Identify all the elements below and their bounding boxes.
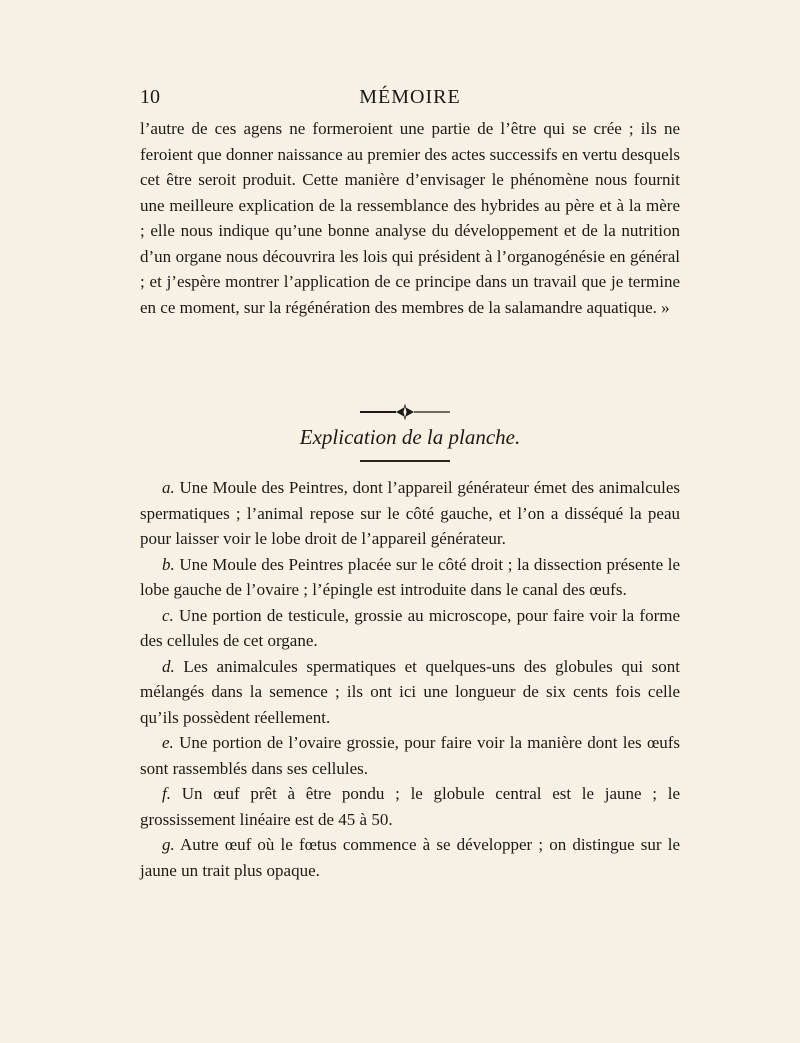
entry-text: Une Moule des Peintres placée sur le côté droit ; la dissection présente le lobe gauche de l’ovaire ; l’épingle est introduite dans le canal des œufs.	[140, 554, 681, 599]
plate-entry-g	[140, 832, 680, 883]
entry-text: Un œuf prêt à être pondu ; le globule central est le jaune ; le grossissement linéaire est de 45 à 50.	[140, 784, 680, 829]
plate-entry-f	[140, 781, 680, 832]
entry-text: Une Moule des Peintres, dont l’appareil générateur émet des animalcules spermatiques ; l’animal repose sur le côté gauche, et l’on a disséqué la peau pour laisser voir le lobe droit de l’appareil générateur.	[140, 478, 681, 548]
plate-entry-e	[140, 730, 680, 781]
title-rule	[360, 460, 450, 462]
intro-paragraph: l’autre de ces agens ne formeroient une partie de l’être qui se crée ; ils ne feroient que donner naissance au premier des actes successifs en vertu desquels cet être seroit produit. Cette manière d’envisager le phénomène nous fournit une meilleure explication de la ressemblance des hybrides au père et à la mère ; elle nous indique qu’une bonne analyse du développement et de la nutrition d’un organe nous découvrira les lois qui président à l’organogénésie en général ; et j’espère montrer l’application de ce principe dans un travail que je termine en ce moment, sur la régénération des membres de la salamandre aquatique. »	[140, 119, 680, 317]
section-title: Explication de la planche.	[299, 425, 521, 449]
plate-entry-c	[140, 603, 680, 654]
page-header	[140, 86, 680, 110]
entry-text: Les animalcules spermatiques et quelques-uns des globules qui sont mélangés dans la semence ; ils ont ici une longueur de six cents fois celle qu’ils possèdent réellement.	[140, 656, 681, 727]
plate-explanation-list	[140, 475, 680, 883]
entry-letter: e.	[162, 733, 174, 752]
entry-letter: a.	[162, 478, 175, 497]
plate-entry-a	[140, 475, 680, 552]
entry-letter: g.	[162, 835, 175, 854]
entry-text: Autre œuf où le fœtus commence à se développer ; on distingue sur le jaune un trait plus opaque.	[140, 835, 680, 880]
plate-entry-d	[140, 654, 680, 731]
plate-entry-b	[140, 552, 680, 603]
ornament-divider	[360, 404, 450, 420]
entry-letter: c.	[162, 605, 174, 625]
entry-letter: d.	[162, 656, 175, 676]
page-number: 10	[140, 86, 160, 108]
entry-letter: f.	[162, 784, 171, 803]
running-title: MÉMOIRE	[359, 86, 461, 108]
entry-text: Une portion de testicule, grossie au microscope, pour faire voir la forme des cellules de cet organe.	[140, 605, 681, 650]
entry-letter: b.	[162, 554, 175, 574]
entry-text: Une portion de l’ovaire grossie, pour faire voir la manière dont les œufs sont rassemblés dans ses cellules.	[140, 733, 680, 778]
